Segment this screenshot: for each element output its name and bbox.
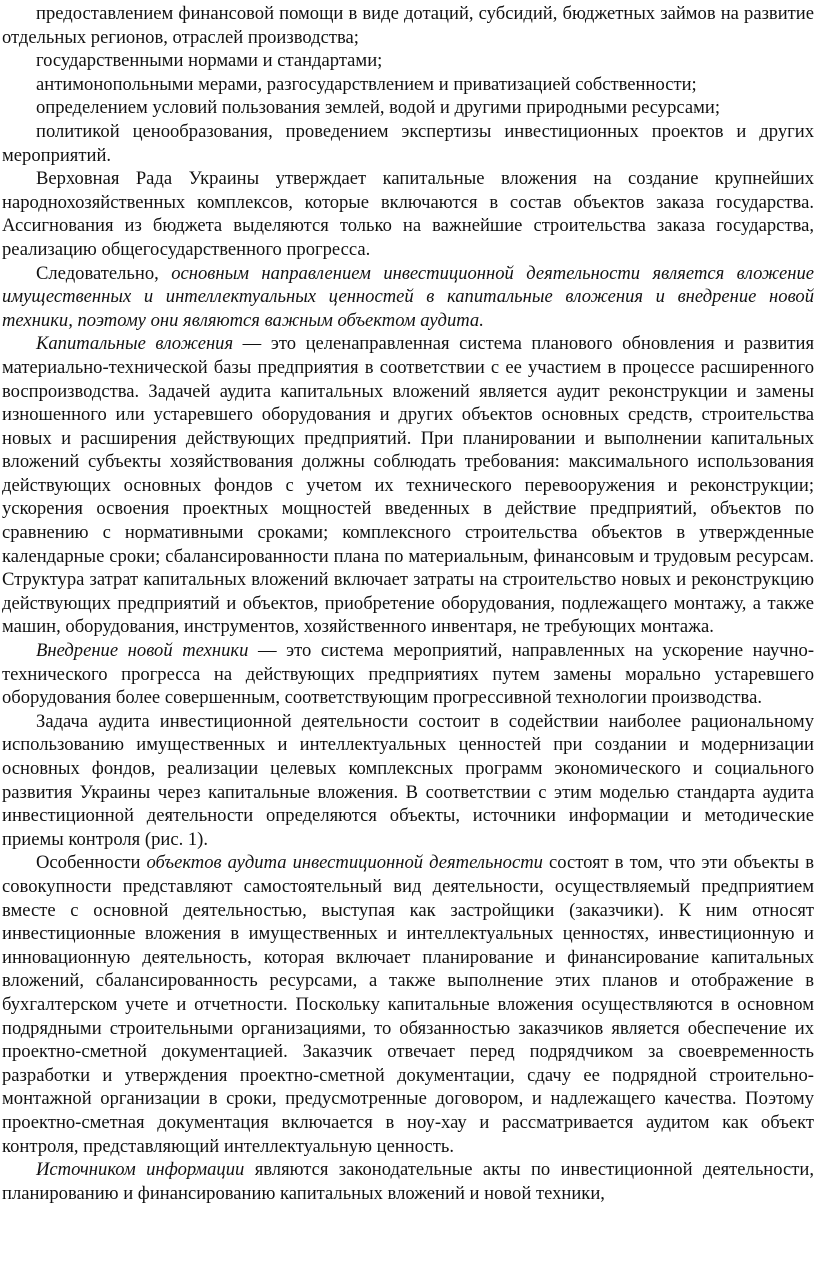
term-information-source: Источником информации (36, 1159, 245, 1181)
features-italic: объектов аудита инвестиционной деятельности (146, 852, 543, 874)
features-text: состоят в том, что эти объекты в совокупности представляют самостоятельный вид деятельности, осуществляемый предприятием вместе с основной деятельностью, выступая как застройщики (заказчики). К ним относят инвестиционные вложения в имущественных и интеллектуальных ценностях, инвестиционную и инновационную деятельность, которая включает планирование и финансирование капитальных вложений, сбалансированность ресурсами, а также выполнение этих планов и отображение в бухгалтерском учете и отчетности. Поскольку капитальные вложения осуществляются в основном подрядными строительными организациями, то обязанностью заказчиков является обеспечение их проектно-сметной документацией. Заказчик отвечает перед подрядчиком за своевременность разработки и утверждения проектно-сметной документации, сдачу ее подрядной строительно-монтажной организации в сроки, предусмотренные договором, и надлежащего качества. Поэтому проектно-сметная документация включается в ноу-хау и рассматривается аудитом как объект контроля, представляющий интеллектуальную ценность. (2, 852, 814, 1157)
list-item-financial-aid: предоставлением финансовой помощи в виде дотаций, субсидий, бюджетных займов на развитие отдельных регионов, отраслей производства; (2, 3, 814, 48)
information-sources-text: являются законодательные акты по инвестиционной деятельности, планированию и финансированию капитальных вложений и новой техники, (2, 1159, 814, 1204)
conclusion-italic: основным направлением инвестиционной деятельности является вложение имущественных и интеллектуальных ценностей в капитальные вложения и внедрение новой техники, поэтому они являются важным объектом аудита. (2, 262, 814, 331)
list-item-antimonopoly: антимонопольными мерами, разгосударствлением и приватизацией собственности; (36, 73, 697, 95)
term-capital-investments: Капитальные вложения (36, 333, 234, 355)
list-item-state-norms: государственными нормами и стандартами; (36, 50, 383, 72)
paragraph-capital-investments (2, 332, 814, 639)
paragraph-information-sources (2, 1158, 814, 1205)
paragraph-audit-task: Задача аудита инвестиционной деятельности состоит в содействии наиболее рациональному использованию имущественных и интеллектуальных ценностей при создании и модернизации основных фондов, реализации целевых комплексных программ экономического и социального развития Украины через капитальные вложения. В соответствии с этим моделью стандарта аудита инвестиционной деятельности определяются объекты, источники информации и методические приемы контроля (рис. 1). (2, 710, 814, 850)
paragraph-verkhovna-rada: Верховная Рада Украины утверждает капитальные вложения на создание крупнейших народнохозяйственных комплексов, которые включаются в состав объектов заказа государства. Ассигнования из бюджета выделяются только на важнейшие строительства заказа государства, реализацию общегосударственного прогресса. (2, 168, 814, 260)
features-lead: Особенности (36, 852, 147, 874)
paragraph-conclusion (2, 262, 814, 333)
new-technology-text: — это система мероприятий, направленных на ускорение научно-технического прогресса на действующих предприятиях путем замены морально устаревшего оборудования более совершенным, соответствующим прогрессивной технологии производства. (2, 640, 815, 709)
conclusion-lead: Следовательно, (36, 262, 172, 284)
list-item-pricing-policy: политикой ценообразования, проведением экспертизы инвестиционных проектов и других мероприятий. (2, 120, 814, 166)
term-new-technology: Внедрение новой техники (36, 640, 249, 662)
paragraph-audit-object-features (2, 851, 814, 1158)
paragraph-new-technology (2, 639, 814, 710)
capital-investments-text: — это целенаправленная система планового обновления и развития материально-технической базы предприятия в соответствии с ее участием в процессе расширенного воспроизводства. Задачей аудита капитальных вложений является аудит реконструкции и замены изношенного или устаревшего оборудования и других объектов основных средств, строительства новых и расширения действующих предприятий. При планировании и выполнении капитальных вложений субъекты хозяйствования должны соблюдать требования: максимального использования действующих основных фондов с учетом их технического перевооружения и реконструкции; ускорения освоения проектных мощностей введенных в действие предприятий, объектов по сравнению с нормативными сроками; комплексного строительства объектов в утвержденные календарные сроки; сбалансированности плана по материальным, финансовым и трудовым ресурсам. Структура затрат капитальных вложений включает затраты на строительство новых и реконструкцию действующих предприятий и объектов, приобретение оборудования, подлежащего монтажу, а также машин, оборудования, инструментов, хозяйственного инвентаря, не требующих монтажа. (2, 333, 814, 638)
list-item-land-use: определением условий пользования землей, водой и другими природными ресурсами; (36, 97, 721, 119)
